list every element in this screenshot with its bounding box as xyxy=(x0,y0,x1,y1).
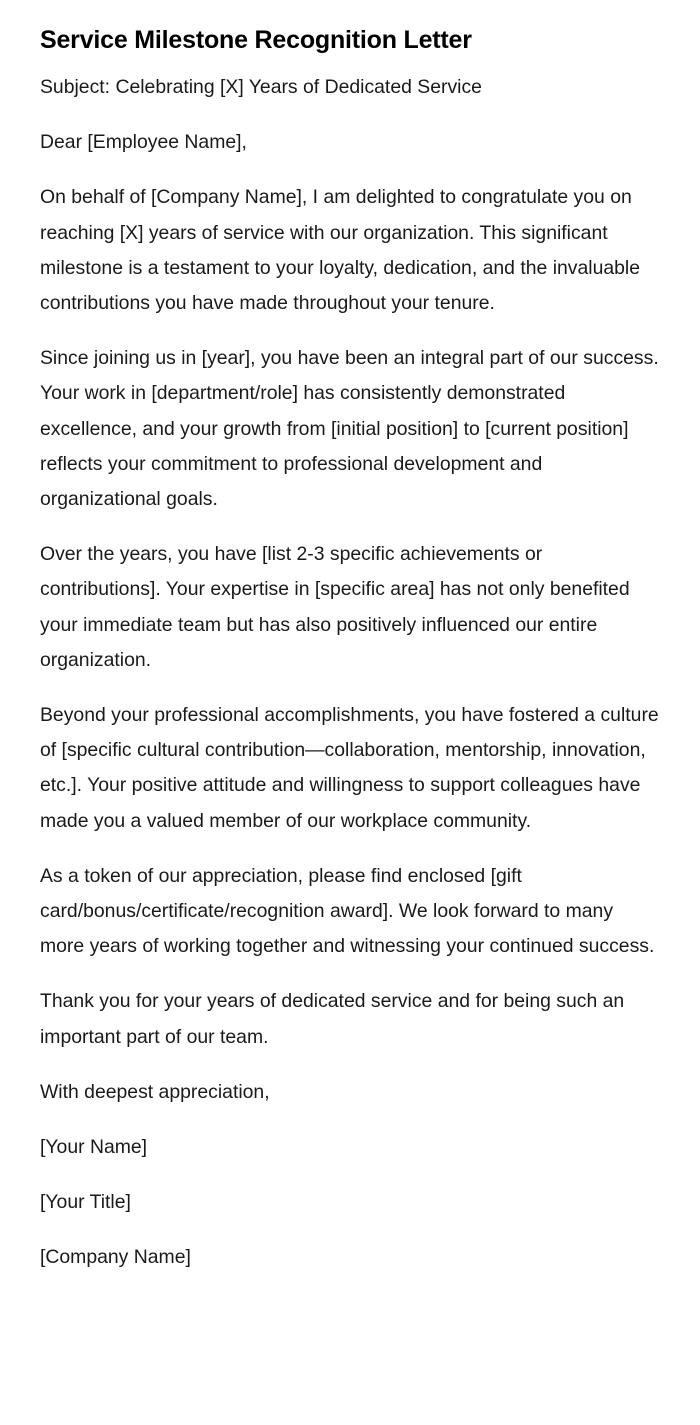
salutation: Dear [Employee Name], xyxy=(40,131,247,154)
signature-title: [Your Title] xyxy=(40,1191,131,1214)
subject-line: Subject: Celebrating [X] Years of Dedicated Service xyxy=(40,76,482,98)
closing-line: With deepest appreciation, xyxy=(40,1080,270,1103)
signature-name: [Your Name] xyxy=(40,1136,148,1159)
body-paragraph-4: Beyond your professional accomplishments, you have fostered a culture of [specific cultural contribution—collaboration, mentorship, innovation, etc.]. Your positive attitude and willingness to support colleagues have made you a valued member of our workplace community. xyxy=(40,704,659,832)
body-paragraph-5: As a token of our appreciation, please find enclosed [gift card/bonus/certificate/recognition award]. We look forward to many more years of working together and witnessing your continued success. xyxy=(40,864,655,958)
body-paragraph-6: Thank you for your years of dedicated service and for being such an important part of our team. xyxy=(40,990,625,1048)
document-title: Service Milestone Recognition Letter xyxy=(40,26,472,54)
body-paragraph-2: Since joining us in [year], you have been an integral part of our success. Your work in [department/role] has consistently demonstrated excellence, and your growth from [initial position] to [current position] reflects your commitment to professional development and organizational goals. xyxy=(40,347,659,511)
body-paragraph-3: Over the years, you have [list 2-3 specific achievements or contributions]. Your expertise in [specific area] has not only benefited your immediate team but has also positively influenced our entire organization. xyxy=(40,543,630,671)
signature-company: [Company Name] xyxy=(40,1246,191,1269)
body-paragraph-1: On behalf of [Company Name], I am delighted to congratulate you on reaching [X] years of service with our organization. This significant milestone is a testament to your loyalty, dedication, and the invaluable contributions you have made throughout your tenure. xyxy=(40,186,641,315)
